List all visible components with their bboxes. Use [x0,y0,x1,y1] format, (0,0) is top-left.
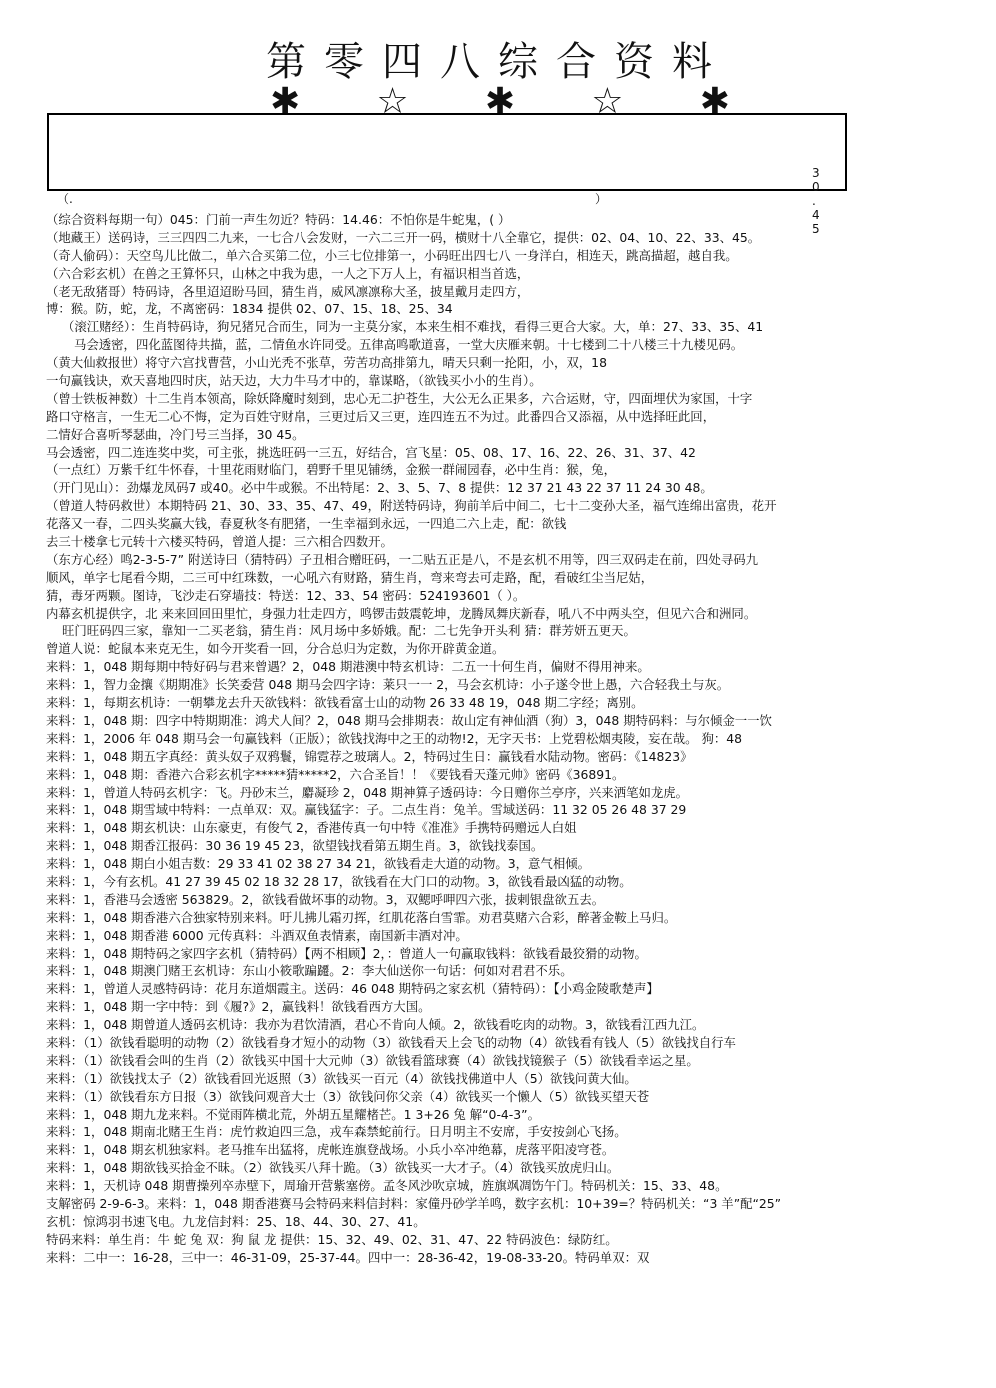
text-line: 来料：（1）欲钱找太子（2）欲钱看回光返照（3）欲钱买一百元（4）欲钱找佛道中人（5）欲钱问黄大仙。 [46,1070,637,1086]
text-line: 来料：1，智力金攘《期期准》长笑委营 048 期马会四字诗：莱只一一 2，马会玄机诗：小子遂令世上愚，六合轻我土与灰。 [46,677,730,693]
text-line: （老无敌猪哥）特码诗，各里迢迢盼马回，猜生肖，威风凛凛称大圣，披星戴月走四方， [46,283,530,299]
banner-caption-number: 3 0 . 4 5 [812,166,820,236]
text-line: 来料：1，048 期每期中特好码与君来曾遇？2，048 期港澳中特玄机诗：二五一十何生肖，偏财不得用神来。 [46,659,650,675]
text-line: 来料：（1）欲钱看会叫的生肖（2）欲钱买中国十大元帅（3）欲钱看篮球赛（4）欲钱找镜猴子（5）欲钱看幸运之星。 [46,1052,699,1068]
text-line: 来料：1，048 期九龙来料。不觉雨阵横北荒，外胡五星耀楮芒。1 3+26 兔 解“0-4-3”。 [46,1106,540,1122]
text-line: 路口守格言，一生无二心不悔，定为百姓守财帛，三更过后又三更，连四连五不为过。此番四合又添福，从中选择旺此回， [46,408,716,424]
text-line: 来料：1，048 期香港六合独家特别来料。吁儿拂儿霜刃挥，红肌花落白雪霏。劝君莫赌六合彩，醉著金鞍上马归。 [46,909,677,925]
text-line: 来料：1，048 期曾道人透码玄机诗：我亦为君饮清酒，君心不肯向人倾。2，欲钱看吃肉的动物。3，欲钱看江西九江。 [46,1017,705,1033]
text-line: 马会透密，四化蓝图待共描，蓝，二情鱼水许同受。五律高鸣歌道喜，一堂大庆雁来朝。十七楼到二十八楼三十九楼见码。 [74,337,744,353]
text-line: 博：猴。防，蛇，龙，不离密码：1834 提供 02、07、15、18、25、34 [46,301,453,317]
text-line: （开门见山）：劲爆龙凤码7 或40。必中牛或猴。不出特尾：2、3、5、7、8 提供：12 37 21 43 22 37 11 24 30 48。 [46,480,713,496]
text-line: 内幕玄机提供字，北 来来回回田里忙，身强力壮走四方，鸣锣击鼓震乾坤，龙腾凤舞庆新春，吼八不中两头空，但见六合和洲同。 [46,605,757,621]
text-line: （曾道人特码救世）本期特码 21、30、33、35、47、49，附送特码诗，狗前羊后中间二，七十二变孙大圣，福气连绵出富贵，花开 [46,498,777,514]
text-line: 来料：1，048 期：四字中特期期准：鸿犬人间？2，048 期马会排期表：故山定有神仙酒（狗）3，048 期特码料：与尔倾金一一饮 [46,712,772,728]
text-line: 来料：（1）欲钱看东方日报（3）欲钱问观音大士（3）欲钱问你父亲（4）欲钱买一个懒人（5）欲钱买望天苍 [46,1088,650,1104]
asterisk-icon: ✱ [484,81,516,122]
banner-caption-left: （. [57,192,73,206]
text-line: 玄机：惊鸿羽书速飞电。九龙信封料：25、18、44、30、27、41。 [46,1213,426,1229]
text-line: 来料：1，048 期玄机独家料。老马推车出猛将，虎帐连旗登战场。小兵小卒冲绝幕，虎落平阳凌穹苍。 [46,1142,615,1158]
text-line: 来料：1，天机诗 048 期曹操列卒赤壁下，周瑜开营紫塞傍。孟冬风沙吹京城，旌旗飒凋饬午门。特码机关：15、33、48。 [46,1178,728,1194]
text-line: （黄大仙救报世）将守六宫找曹营，小山光秃不张草，劳苦功高排第九，晴天只剩一抡阳，小，双，18 [46,355,607,371]
text-line: 来料：1，048 期欲钱买拾金不昧。（2）欲钱买八拜十跪。（3）欲钱买一大才子。（4）欲钱买放虎归山。 [46,1160,620,1176]
text-line: （地藏王）送码诗，三三四四二九来，一七合八会发财，一六二三开一码，横财十八全靠它，提供：02、04、10、22、33、45。 [46,229,761,245]
text-line: 来料：1，048 期南北赌王生肖：虎竹救迫四三急，戎车森禁蛇前行。日月明主不安席，手安按剑心飞扬。 [46,1124,627,1140]
text-line: 来料：1，曾道人灵感特码诗：花月东道烟霞主。送码：46 048 期特码之家玄机（猜特码）：【小鸡金陵歌楚声】 [46,981,659,997]
star-icon: ☆ [591,81,624,122]
text-line: 特码来料：单生肖：牛 蛇 兔 双：狗 鼠 龙 提供：15、32、49、02、31、47、22 特码波色：绿防红。 [46,1231,618,1247]
text-line: （一点红）万紫千红牛怀春，十里花雨财临门，碧野千里见铺绣，金猴一群闹园春，必中生肖：猴，兔， [46,462,616,478]
text-line: 来料：1，曾道人特码玄机字：飞。丹砂末兰，麝凝珍 2，048 期神算子透码诗：今日赠你兰亭序，兴来洒笔如龙虎。 [46,784,689,800]
text-line: 来料：1，048 期香港 6000 元传真料：斗酒双鱼表情素，南国新丰酒对冲。 [46,927,468,943]
text-line: 来料：1，048 期澳门赌王玄机诗：东山小筱歌蹁躚。2：李大仙送你一句话：何如对君君不乐。 [46,963,573,979]
asterisk-icon: ✱ [699,81,730,122]
text-line: 来料：1，2006 年 048 期马会一句赢钱料（正版）；欲钱找海中之王的动物!2，无字天书：上党碧松烟夷陵，妄在哉。 狗：48 [46,730,742,746]
star-icon: ☆ [376,81,409,122]
text-line: （综合资料每期一句）045：门前一声生勿近？特码：14.46：不怕你是牛蛇鬼，( ） [46,212,511,227]
banner-caption-right: ） [594,192,607,206]
text-line: 来料：1，048 期玄机诀：山东豪吏，有俊气 2，香港传真一句中特《准准》手携特码赠远人白姐 [46,820,577,836]
text-line: 来料：1，048 期一字中特：到《履?》2，赢钱料！欲钱看西方大国。 [46,999,431,1015]
text-line: 猜，毒牙两颗。图诗，飞沙走石穿墙技：特送：12、33、54 密码：524193601（ ）。 [46,587,526,603]
text-line: 来料：1，048 期白小姐吉数：29 33 41 02 38 27 34 21，欲钱看走大道的动物。3，意气相倾。 [46,856,590,872]
text-line: 来料：1，每期玄机诗：一朝攀龙去升天欲钱料：欲钱看富士山的动物 26 33 48 19，048 期二字经；离别。 [46,695,644,711]
text-line: 来料：1，048 期五字真经：黄头奴子双鸦鬟，锦霓荐之玻璃人。2，特码过生日：赢钱看水陆动物。密码：《14823》 [46,748,693,764]
text-line: （曾士铁板神数）十二生肖本领高，除妖降魔时刻到，忠心无二护苍生，大公无么正果多，六合运财，守，四面埋伏为家国，十字 [46,390,753,406]
page-title: 第零四八综合资料 [266,39,730,85]
text-line: 马会透密，四二连连奖中奖，可主张，挑选旺码一三五，好结合，宫飞星：05、08、17、16、22、26、31、37、42 [46,444,696,460]
banner-box [47,113,847,191]
text-line: 来料：1，香港马会透密 563829。2，欲钱看做坏事的动物。3，双鳃呼呷四六张，拔剌银盘欲五去。 [46,891,605,907]
text-line: 来料：1，048 期香江报码：30 36 19 45 23，欲望钱找看第五期生肖。3，欲钱找泰国。 [46,838,544,854]
text-line: 花落又一春，二四头奖赢大钱，春夏秋冬有肥猪，一生幸福到永远，一四追二六上走，配：欲钱 [46,516,567,532]
text-line: 来料：（1）欲钱看聪明的动物（2）欲钱看身才短小的动物（3）欲钱看天上会飞的动物（4）欲钱看有钱人（5）欲钱找自行车 [46,1034,736,1050]
text-line: （滚江赌经）：生肖特码诗，狗兄猪兄合而生，同为一主莫分家，本来生相不难找，看得三更合大家。大，单：27、33、35、41 [62,319,764,335]
text-line: 来料：1，048 期特码之家四字玄机（猜特码）【两不相顾】2，：曾道人一句赢取钱料：欲钱看最狡猾的动物。 [46,945,647,961]
text-line: 去三十楼拿七元转十六楼买特码，曾道人提：三六相合四数开。 [46,534,393,550]
text-line: 一句赢钱诀，欢天喜地四时庆，站天边，大力牛马才中的，靠谋略，（欲钱买小小的生肖）。 [46,373,542,389]
text-line: 曾道人说：蛇鼠本来克无生，如今开奖看一回，分合总归为定数，为你开辟黄金道。 [46,641,505,657]
text-line: 顺风，单字七尾看今期，二三可中红珠数，一心吼六有财路，猜生肖，弯来弯去可走路，配，看破红尘当尼姑， [46,569,654,585]
text-line: （六合彩玄机）在兽之王算怀只，山林之中我为患，一人之下万人上，有福识相当首选， [46,265,530,281]
document-body [46,211,962,1267]
asterisk-icon: ✱ [270,81,301,122]
text-line: 二情好合喜听琴瑟曲，冷门号三当择，30 45。 [46,426,305,442]
text-line: （奇人偷码）：天空鸟儿比做二，单六合买第二位，小三七位排第一，小码旺出四七八 一身洋白，相连天，跳高描超，越自我。 [46,247,738,263]
text-line: （东方心经）鸣2-3-5-7” 附送诗曰（猜特码）子丑相合赠旺码，一二贴五正是八，不是玄机不用等，四三双码走在前，四处寻码九 [46,551,759,567]
text-line: 来料：1，今有玄机。41 27 39 45 02 18 32 28 17，欲钱看在大门口的动物。3，欲钱看最凶猛的动物。 [46,873,632,889]
text-line: 支解密码 2-9-6-3。来料：1，048 期香港赛马会特码来料信封料：家僮丹砂学羊鸣，数字玄机：10+39=？特码机关：“3 羊”配“25” [46,1195,782,1211]
text-line: 来料：1，048 期：香港六合彩玄机字*****猜*****2，六合圣旨！！《要钱看天蓬元帅》密码《36891。 [46,766,625,782]
text-line: 来料：1，048 期雪域中特料：一点单双：双。赢钱猛字：子。二点生肖：兔羊。雪域送码：11 32 05 26 48 37 29 [46,802,687,818]
text-line: 来料：二中一：16-28，三中一：46-31-09，25-37-44。四中一：28-36-42，19-08-33-20。特码单双：双 [46,1249,650,1265]
text-line: 旺门旺码四三家，靠知一二买老翁，猜生肖：风月场中多娇娥。配：二七先争开头利 猜：群芳妍五更天。 [62,623,636,639]
